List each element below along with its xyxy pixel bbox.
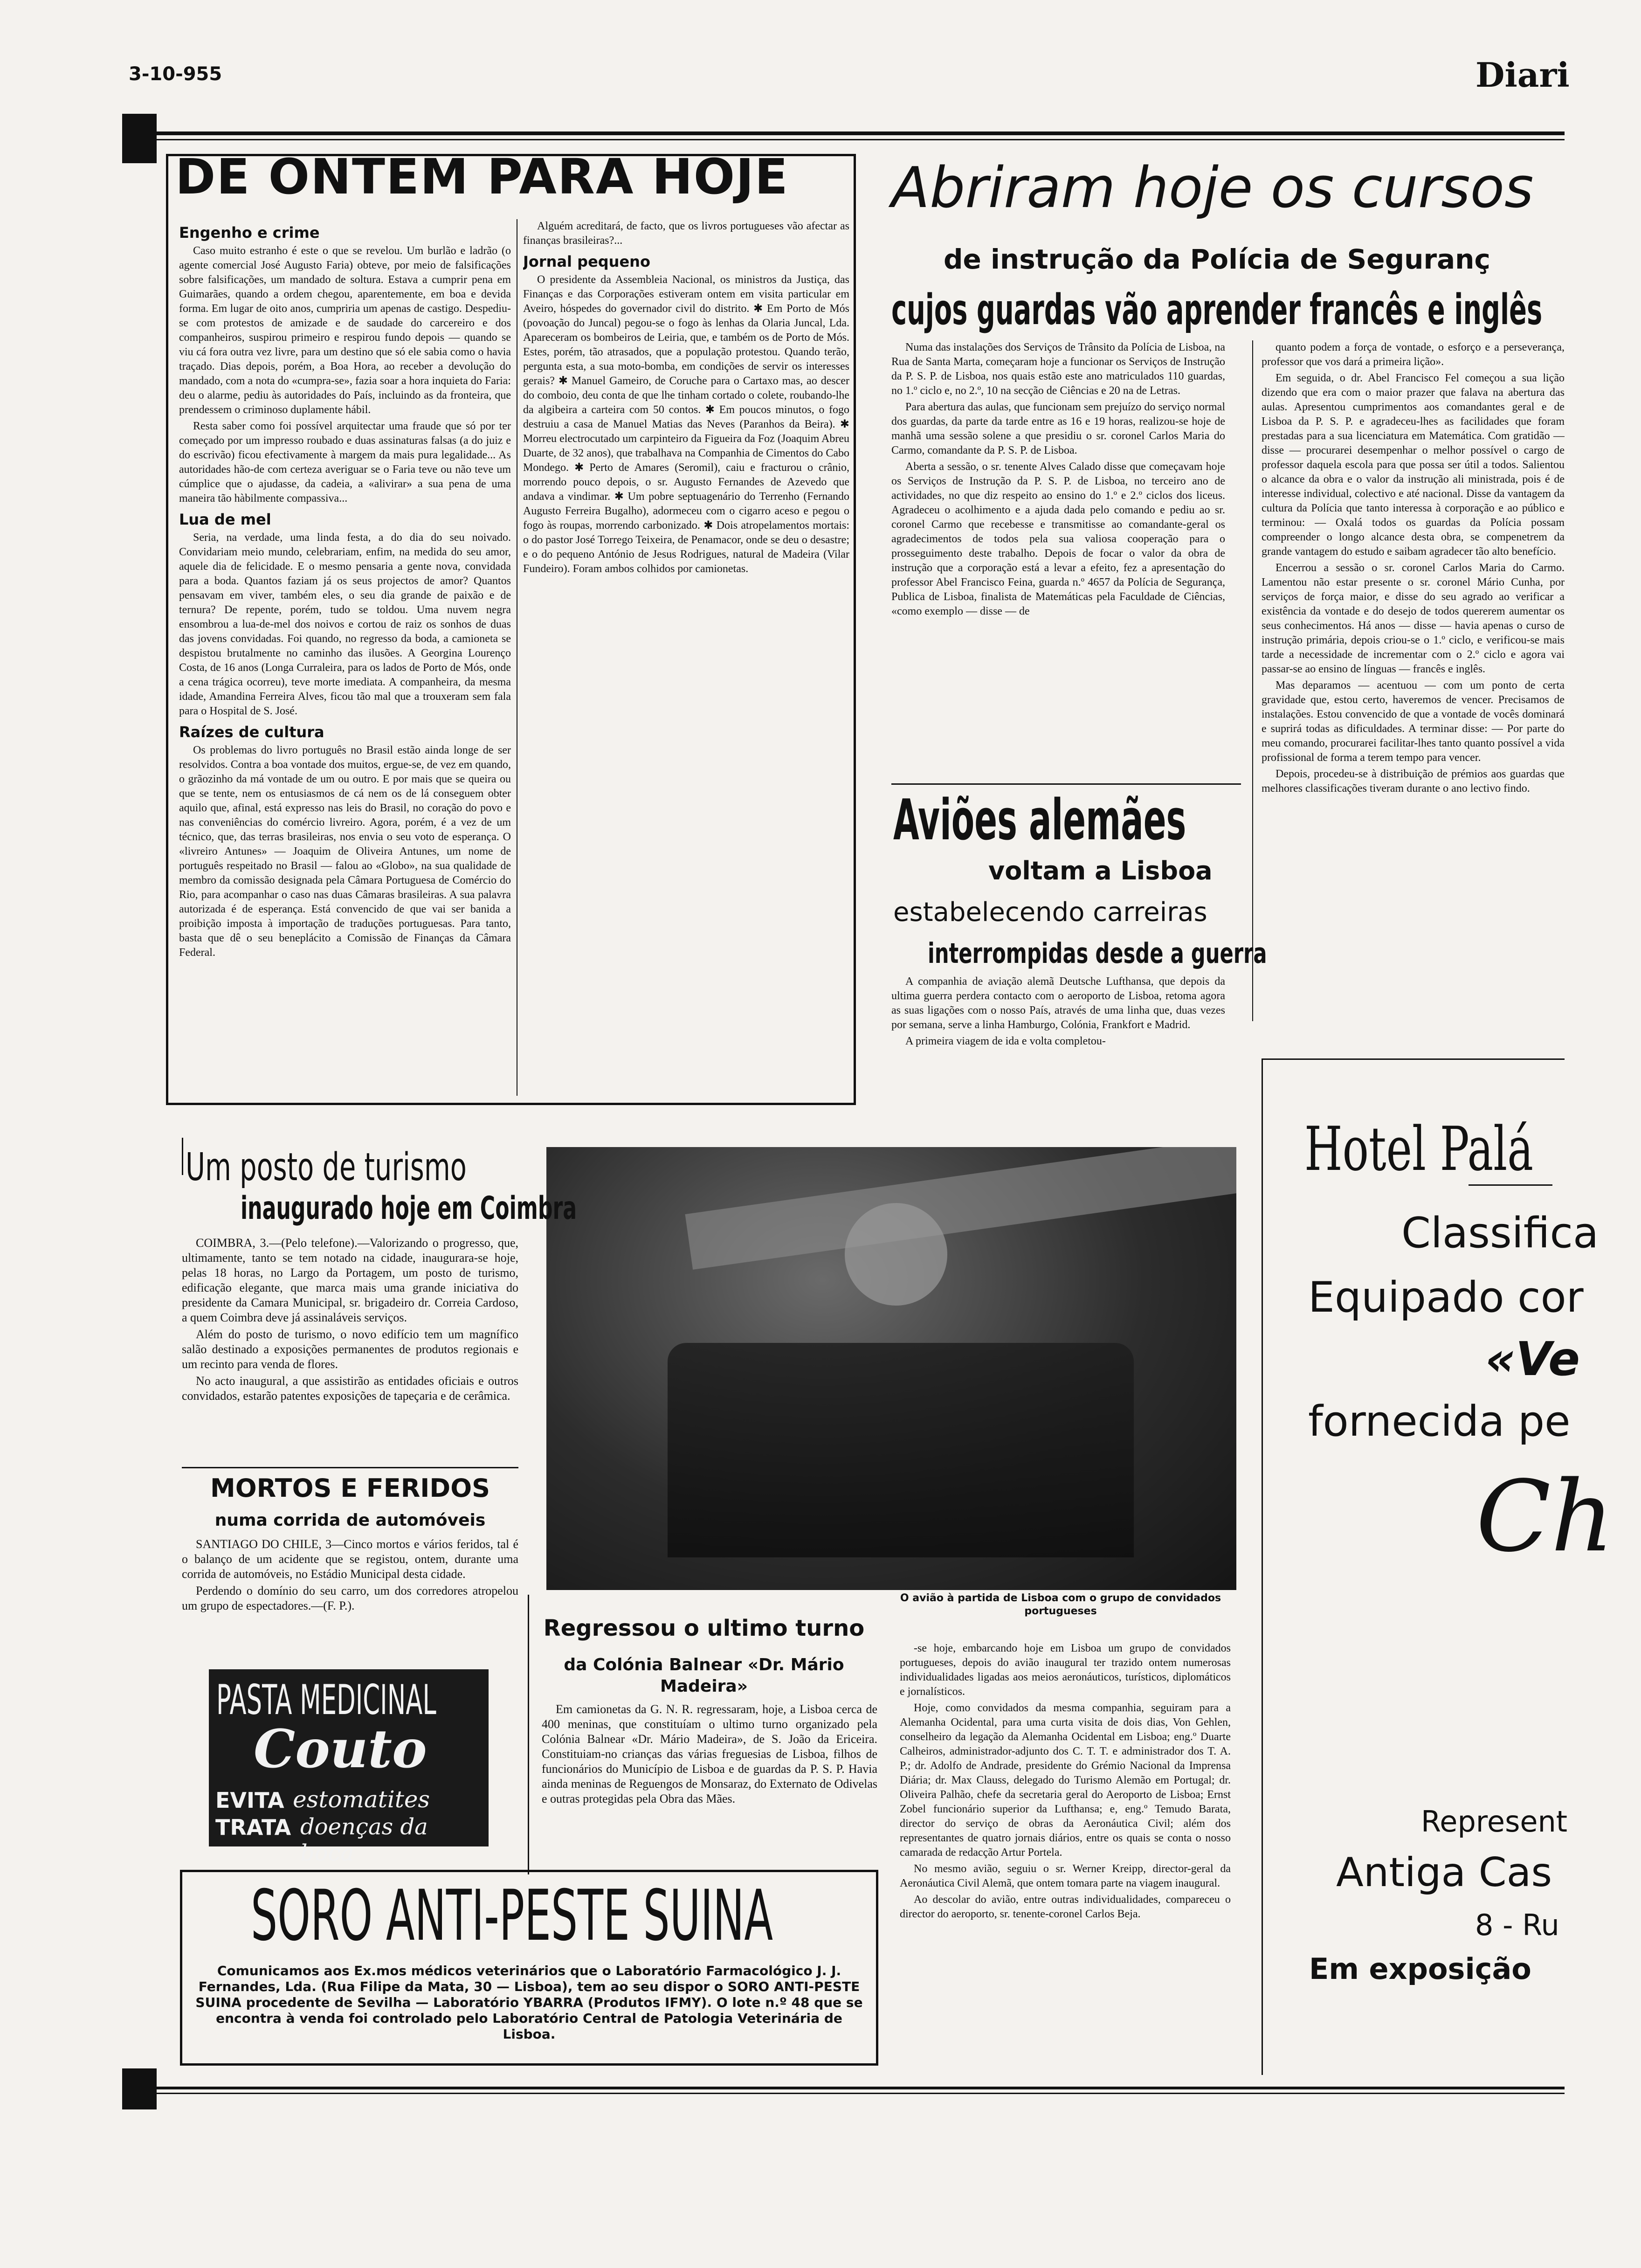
paragraph: Mas deparamos — acentuou — com um ponto de certa gravidade que, estou certo, haveremos de vencer. Precisamos de instalações. Estou convencido de que a vontade de vocês dominará e suprirá todas as dificuldades. A terminar disse: — Por parte do meu comando, procurarei facilitar-lhes tanto quanto possível a vida profissional de forma a terem tempo para vencer.	[1262, 679, 1565, 764]
right-story-subtitle-2: cujos guardas vão aprender francês e inglês	[891, 285, 1543, 334]
top-rule-thin	[157, 139, 1565, 140]
left-margin-bar-bottom	[122, 2068, 157, 2109]
airplane-engine	[845, 1203, 947, 1306]
soro-text: Comunicamos aos Ex.mos médicos veterinários que o Laboratório Farmacológico J. J. Fernandes, Lda. (Rua Filipe da Mata, 30 — Lisboa), tem ao seu dispor o SORO ANTI-PESTE SUINA procedente de Sevilha — Laboratório YBARRA (Produtos IFMY). O lote n.º 48 que se encontra à venda foi controlado pelo Laboratório Central de Patologia Veterinária de Lisboa.	[195, 1963, 863, 2042]
regressou-left-rule	[528, 1595, 529, 1874]
hotel-ad-left-rule	[1262, 1058, 1263, 2075]
paragraph: Em camionetas da G. N. R. regressaram, hoje, a Lisboa cerca de 400 meninas, que constituíam o ultimo turno organizado pela Colónia Balnear «Dr. Mário Madeira», de S. João da Ericeira. Constituiam-no crianças das várias freguesias de Lisboa, filhos de funcionários do Município de Lisboa e de guardas da P. S. P. Havia ainda meninas de Reguengos de Monsaraz, do Externato de Odivelas e outras protegidas pela Obra das Mães.	[542, 1702, 877, 1805]
photo-caption: O avião à partida de Lisboa com o grupo de convidados portugueses	[900, 1592, 1221, 1617]
masthead: Diari	[1476, 55, 1570, 95]
turismo-title: Um posto de turismo	[186, 1145, 467, 1189]
paragraph: A companhia de aviação alemã Deutsche Lufthansa, que depois da ultima guerra perdera contacto com o aeroporto de Lisboa, retoma agora as suas ligações com o nosso País, através de uma linha que, duas vezes por semana, serve a linha Hamburgo, Colónia, Frankfort e Madrid.	[891, 975, 1225, 1031]
pasta-line1: PASTA MEDICINAL	[216, 1676, 436, 1724]
paragraph: Ao descolar do avião, entre outras individualidades, compareceu o director do aeroporto, sr. tenente-coronel Carlos Beja.	[900, 1894, 1231, 1920]
paragraph: Em seguida, o dr. Abel Francisco Fel começou a sua lição dizendo que era com o maior prazer que falava na abertura das aulas. Apresentou cumprimentos aos comandantes geral e de Lisboa da P. S. P. e agradeceu-lhes as facilidades que foram prestadas para a sua licenciatura em Matemática. Com gratidão — disse — procurarei desempenhar o melhor possível o cargo de professor daquela escola para que possa ser útil a todos. Salientou o alcance da obra e o valor da instrução ali ministrada, pois é de interesse individual, colectivo e até nacional. Disse da vantagem da cultura da Polícia que tanto interessa à corporação e ao público e terminou: — Oxalá todos os guardas da Polícia possam compreender o longo alcance desta obra, se compenetrem da grande vantagem do estudo e saibam agradecer tão alto benefício.	[1262, 372, 1565, 558]
mortos-body	[182, 1537, 518, 1658]
paragraph: Aberta a sessão, o sr. tenente Alves Calado disse que começavam hoje os Serviços de Instrução da P. S. P. de Lisboa, no terceiro ano de actividades, no que diz respeito ao ensino do 1.º e 2.º ciclos dos liceus. Agradeceu o acolhimento e a ajuda dada pelo comando e pediu ao sr. coronel Carmo que recebesse e transmitisse ao comandante-geral os agradecimentos de todos pela sua valiosa cooperação para o prosseguimento deste trabalho. Depois de focar o valor da obra de instrução que a corporação está a levar a efeito, fez a apresentação do professor Abel Francisco Feina, guarda n.º 4657 da Polícia de Segurança, Publica de Lisboa, finalista de Matemáticas pela Faculdade de Ciências, «como exemplo — disse — de	[891, 461, 1225, 617]
turismo-body	[182, 1236, 518, 1469]
regressou-subtitle: da Colónia Balnear «Dr. Mário Madeira»	[564, 1655, 844, 1696]
hotel-line-4: fornecida pe	[1308, 1397, 1571, 1446]
turismo-subtitle: inaugurado hoje em Coimbra	[241, 1190, 577, 1227]
turismo-top-rule	[182, 1138, 183, 1175]
hotel-line-8: 8 - Ru	[1475, 1908, 1559, 1942]
paragraph: Numa das instalações dos Serviços de Trânsito da Polícia de Lisboa, na Rua de Santa Marta, começaram hoje a funcionar os Serviços de Instrução da P. S. P. de Lisboa, nos quais estão este ano matriculados 110 guardas, no 1.º ciclo e, no 2.º, 10 na secção de Ciências e 20 na de Letras.	[891, 341, 1225, 397]
hotel-line-9: Em exposição	[1309, 1952, 1531, 1986]
paragraph: A primeira viagem de ida e volta completou-	[905, 1035, 1106, 1047]
paragraph: -se hoje, embarcando hoje em Lisboa um grupo de convidados portugueses, depois do avião inaugural ter trazido ontem numerosas individualidades ligadas aos meios aeronáuticos, turísticos, diplomáticos e jornalísticos.	[900, 1642, 1231, 1698]
right-story-col-2	[1262, 340, 1565, 1021]
people-group	[668, 1343, 1134, 1557]
right-story-title: Abriram hoje os cursos	[891, 156, 1534, 221]
avioes-col-2	[900, 1641, 1231, 2075]
hotel-line-3: «Ve	[1485, 1332, 1580, 1386]
paragraph: No acto inaugural, a que assistirão as entidades oficiais e outros convidados, estarão patentes exposições de tapeçaria e de cerâmica.	[182, 1374, 518, 1403]
hotel-line-1: Classifica	[1401, 1209, 1599, 1258]
mortos-top-rule	[182, 1467, 518, 1468]
pasta-medicinal-ad	[209, 1669, 489, 1866]
regressou-body	[542, 1702, 877, 1856]
hotel-divider	[1469, 1184, 1552, 1186]
header-date: 3-10-955	[129, 63, 222, 85]
left-margin-bar-top	[122, 114, 157, 163]
pasta-trata: TRATA	[215, 1815, 291, 1840]
mortos-subtitle: numa corrida de automóveis	[214, 1511, 486, 1530]
left-story-col-1	[179, 219, 511, 1096]
section-heading: Jornal pequeno	[523, 253, 650, 270]
bottom-rule-thin	[157, 2093, 1565, 2094]
hotel-ad-top-rule	[1262, 1058, 1565, 1060]
paragraph: COIMBRA, 3.—(Pelo telefone).—Valorizando o progresso, que, ultimamente, tanto se tem notado na cidade, inaugurara-se hoje, pelas 18 horas, no Largo da Portagem, um posto de turismo, edificação elegante, que marca mais uma grande iniciativa do presidente da Camara Municipal, sr. brigadeiro dr. Correia Cardoso, a quem Coimbra deve já assinaláveis serviços.	[182, 1236, 518, 1324]
paragraph: Alguém acreditará, de facto, que os livros portugueses vão afectar as finanças brasileiras?...	[523, 220, 849, 247]
paragraph: Resta saber como foi possível arquitectar uma fraude que só por ter começado por um impresso roubado e duas assinaturas falsas (a do juiz e do escrivão) ficou efectivamente à margem da mais pura legalidade... As autoridades hão-de com certeza averiguar se o Faria teve ou não teve um cúmplice que o ajudasse, da cadeia, a «alivirar» a sua pena de uma maneira tão hàbilmente compassiva...	[179, 420, 511, 505]
airplane-photo	[546, 1147, 1236, 1590]
avioes-subtitle: voltam a Lisboa	[988, 856, 1213, 885]
soro-title: SORO ANTI-PESTE SUINA	[251, 1875, 773, 1957]
regressou-title: Regressou o ultimo turno	[543, 1615, 865, 1641]
avioes-col-1	[891, 975, 1225, 1091]
paragraph: Depois, procedeu-se à distribuição de prémios aos guardas que melhores classificações tiveram durante o ano lectivo findo.	[1262, 768, 1565, 795]
paragraph: Para abertura das aulas, que funcionam sem prejuízo do serviço normal dos guardas, da parte da tarde entre as 16 e 19 horas, realizou-se hoje de manhã uma sessão solene a que presidiu o sr. coronel Carlos Maria do Carmo, comandante da P. S. P. de Lisboa.	[891, 401, 1225, 456]
section-heading: Lua de mel	[179, 511, 271, 528]
section-heading: Raízes de cultura	[179, 723, 324, 741]
mortos-title: MORTOS E FERIDOS	[210, 1473, 490, 1503]
pasta-brand: Couto	[254, 1719, 427, 1780]
avioes-top-rule	[891, 783, 1241, 785]
bottom-rule	[157, 2087, 1565, 2089]
top-rule	[157, 131, 1565, 135]
hotel-line-2: Equipado cor	[1308, 1273, 1584, 1322]
paragraph: O presidente da Assembleia Nacional, os ministros da Justiça, das Finanças e das Corporações estiveram ontem em visita particular em Aveiro, hóspedes do governador civil do distrito. ✱ Em Porto de Mós (povoação do Juncal) pegou-se o fogo às lenhas da Olaria Juncal, Lda. Apareceram os bombeiros de Leiria, que, e também os de Porto de Mós. Estes, porém, tão atrasados, que a população protestou. Quando terão, pergunta esta, a sua moto-bomba, em condições de servir os interesses gerais? ✱ Manuel Gameiro, de Coruche para o Cartaxo mas, ao descer do comboio, deu conta de que lhe tinham cortado o colete, roubando-lhe da algibeira a carteira com 50 contos. ✱ Em poucos minutos, o fogo destruiu a casa de Manuel Matias das Neves (Paranhos da Beira). ✱ Morreu electrocutado um carpinteiro da Figueira da Foz (Joaquim Abreu Duarte, de 32 anos), que trabalhava na Companhia de Cimentos do Cabo Mondego. ✱ Perto de Amares (Seromil), caiu e fracturou o crânio, morrendo pouco depois, o sr. Augusto Fernandes de Azevedo que andava a vindimar. ✱ Um pobre septuagenário do Terrenho (Fernando Augusto Ferreira Bugalho), adormeceu com o cigarro aceso e pegou o fogo às roupas, morrendo carbonizado. ✱ Dois atropelamentos mortais: o do pastor José Torrego Teixeira, de Penamacor, onde se deu o desastre; e o do pequeno António de Jesus Rodrigues, natural de Madeira (Vilar Fundeiro). Foram ambos colhidos por camionetas.	[523, 274, 849, 575]
left-story-title: DE ONTEM PARA HOJE	[175, 148, 789, 205]
left-story-col-2	[523, 219, 849, 1096]
pasta-doencas: doenças da boca	[300, 1814, 428, 1866]
paragraph: Perdendo o domínio do seu carro, um dos corredores atropelou um grupo de espectadores.—(F. P.).	[182, 1584, 518, 1612]
paragraph: Caso muito estranho é este o que se revelou. Um burlão e ladrão (o agente comercial José Augusto Faria) obteve, por meio de falsificações sobre falsificações, um mandado de soltura. Estava a cumprir pena em Guimarães, quando a ordem chegou, aparentemente, em boa e devida forma. Em lugar de oito anos, cumpriria um apenas de castigo. Despediu-se com protestos de amizade e de saudade do carcereiro e dos companheiros, suspirou primeiro e respirou fundo depois — quando se viu cá fora outra vez livre, para um destino que só ele sabia como o havia traçado. Dias depois, porém, a Boa Hora, ao receber a devolução do mandado, com a nota do «cumpra-se», fazia soar a hora inquieta do Faria: deu o alarme, pediu às autoridades do País, incluindo as da fronteira, que prendessem o criminoso duplamente hábil.	[179, 245, 511, 416]
avioes-subtitle-3: interrompidas desde a guerra	[928, 937, 1267, 970]
paragraph: Hoje, como convidados da mesma companhia, seguiram para a Alemanha Ocidental, para uma curta visita de dois dias, Von Gehlen, conselheiro da legação da Alemanha Ocidental em Lisboa; eng.º Duarte Calheiros, administrador-adjunto dos C. T. T. e administrador dos T. A. P.; dr. Adolfo de Andrade, presidente do Grémio Nacional da Imprensa Diária; dr. Max Clauss, delegado do Turismo Alemão em Portugal; dr. Oliveira Palhão, chefe da secretaria geral do Aeroporto de Lisboa; Ernst Zobel funcionário superior da Lufthansa; e, eng.º Temudo Barata, director do serviço de obras da Aeronáutica Civil; além dos representantes de quatro jornais diários, entre os quais se conta o nosso camarada de redacção Artur Portela.	[900, 1702, 1231, 1859]
paragraph: quanto podem a força de vontade, o esforço e a perseverança, professor que vos dará a primeira lição».	[1262, 341, 1565, 368]
hotel-line-7: Antiga Cas	[1336, 1849, 1552, 1896]
pasta-estomatites: estomatites	[293, 1786, 430, 1813]
paragraph: Os problemas do livro português no Brasil estão ainda longe de ser resolvidos. Contra a boa vontade dos muitos, ergue-se, de vez em quando, o grãozinho da má vontade de um ou outro. E por mais que se queira ou que se tente, nem os entusiasmos de cá nem os de lá conseguem obter aquilo que, afinal, está expresso nas leis do Brasil, no coração do povo e nas conveniências do comércio livreiro. Agora, porém, é a vez de um técnico, que, das terras brasileiras, nos envia o seu voto de esperança. O «livreiro Antunes» — Joaquim de Oliveira Antunes, um nome de português respeitado no Brasil — falou ao «Globo», na sua qualidade de membro da comissão designada pela Câmara Portuguesa de Comércio do Rio, para acompanhar o caso nas duas Câmaras brasileiras. A sua palavra autorizada é de esperança. Está convencido de que vai ser banida a proibição imposta à importação de traduções portuguesas. Para tanto, basta que dê o seu beneplácito a Comissão de Finanças da Câmara Federal.	[179, 744, 511, 959]
paragraph: No mesmo avião, seguiu o sr. Werner Kreipp, director-geral da Aeronáutica Civil Alemã, que ontem tomara parte na viagem inaugural.	[900, 1863, 1231, 1889]
paragraph: SANTIAGO DO CHILE, 3—Cinco mortos e vários feridos, tal é o balanço de um acidente que se registou, ontem, durante uma corrida de automóveis, no Estádio Municipal desta cidade.	[182, 1537, 518, 1581]
right-story-subtitle: de instrução da Polícia de Seguranç	[944, 243, 1490, 275]
airplane-wing	[685, 1147, 1236, 1270]
pasta-evita: EVITA	[215, 1788, 284, 1813]
right-story-col-divider	[1252, 340, 1253, 1021]
section-heading: Engenho e crime	[179, 224, 320, 242]
paragraph: Seria, na verdade, uma linda festa, a do dia do seu noivado. Convidariam meio mundo, celebrariam, enfim, na medida do seu amor, aquele dia de felicidade. E o mesmo pensaria a gente nova, convidada para a boda. Quantos faziam já os seus projectos de amor? Quantos pensavam em viver, também eles, o seu dia grande de paixão e de ternura? De repente, porém, tudo se toldou. Uma nuvem negra ensombrou a lua-de-mel dos noivos e cortou de raiz os sonhos de duas das jovens convidadas. Foi quando, no regresso da boda, a camioneta se despistou brutalmente no caminho das ilusões. A Georgina Lourenço Costa, de 16 anos (Longa Curraleira, para os lados de Porto de Mós, onde a cena trágica ocorreu), teve morte imediata. A companheira, da mesma idade, Amandina Ferreira Alves, ficou tão mal que a trouxeram sem fala para o Hospital de S. José.	[179, 532, 511, 717]
hotel-title: Hotel Palá	[1304, 1113, 1533, 1184]
hotel-line-5: Ch	[1476, 1459, 1614, 1574]
hotel-line-6: Represent	[1421, 1805, 1568, 1839]
avioes-title: Aviões alemães	[893, 788, 1186, 853]
paragraph: Além do posto de turismo, o novo edifício tem um magnífico salão destinado a exposições permanentes de produtos regionais e um recinto para venda de flores.	[182, 1328, 518, 1371]
paragraph: Encerrou a sessão o sr. coronel Carlos Maria do Carmo. Lamentou não estar presente o sr. coronel Mário Cunha, por serviços de força maior, e disse do seu agrado ao verificar a existência da vontade e do desejo de todos quererem aumentar os seus conhecimentos. Há anos — disse — havia apenas o curso de instrução primária, depois criou-se o 1.º ciclo, e verificou-se mais tarde a necessidade de incrementar com o 2.º ciclo e agora vai passar-se ao ensino de línguas — francês e inglês.	[1262, 562, 1565, 675]
avioes-subtitle-2: estabelecendo carreiras	[893, 897, 1207, 927]
